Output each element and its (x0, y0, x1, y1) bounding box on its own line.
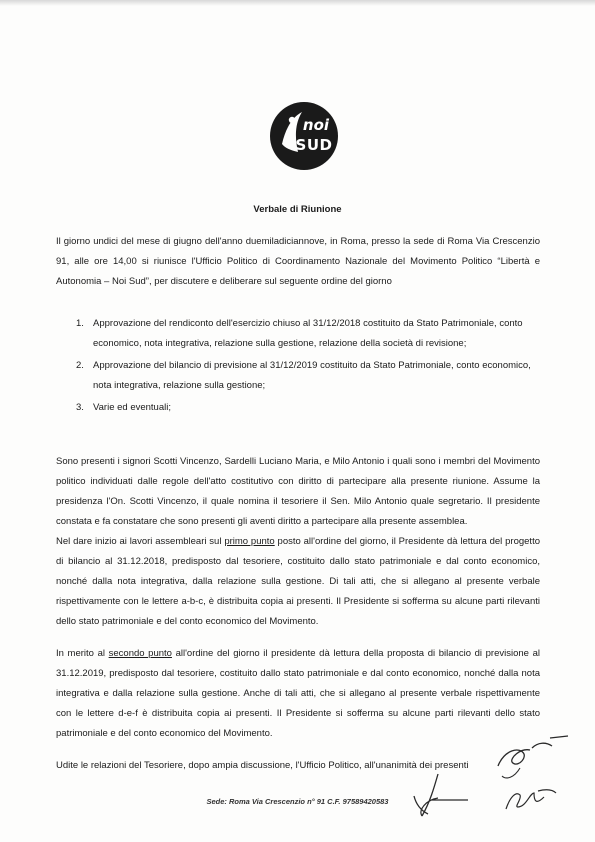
second-point-text-start: In merito al (56, 648, 109, 659)
noi-sud-logo (268, 100, 340, 172)
first-point-underlined: primo punto (224, 536, 275, 547)
logo-text-noi: noi (302, 116, 330, 134)
agenda-item-text: Approvazione del rendiconto dell'esercizio chiuso al 31/12/2018 costituito da Stato Patrimoniale, conto economico, nota integrativa, relazione sulla gestione, relazione della società di revisione; (93, 318, 523, 349)
agenda-item (56, 398, 540, 418)
signature-initials-top (490, 728, 580, 788)
second-point-underlined: secondo punto (108, 648, 172, 659)
agenda-item-number: 3. (76, 402, 84, 413)
closing-paragraph: Udite le relazioni del Tesoriere, dopo ampia discussione, l'Ufficio Politico, all'unanimità dei presenti (56, 760, 469, 771)
agenda-item-number: 2. (76, 360, 84, 371)
first-point-text-end: posto all'ordine del giorno, il Presidente dà lettura del progetto di bilancio al 31.12.2018, predisposto dal tesoriere, costituito dallo stato patrimoniale e dal conto economico, nonché dalla nota integrativa, dalla relazione sulla gestione. Di tali atti, che si allegano al presente verbale rispettivamente con le lettere a-b-c, è distribuita copia ai presenti. Il Presidente si sofferma su alcune parti rilevanti dello stato patrimoniale e del conto economico del Movimento. (56, 536, 540, 627)
scan-edge-shadow (0, 0, 595, 6)
attendees-paragraph: Sono presenti i signori Scotti Vincenzo, Sardelli Luciano Maria, e Milo Antonio i quali sono i membri del Movimento politico individuati dalle regole dell'atto costitutivo con diritto di partecipare alla presente riunione. Assume la presidenza l'On. Scotti Vincenzo, il quale nomina il tesoriere il Sen. Milo Antonio quale segretario. Il presidente constata e fa constatare che sono presenti gli aventi diritto a partecipare alla presente assemblea. (56, 456, 540, 527)
agenda-item-text: Approvazione del bilancio di previsione al 31/12/2019 costituito da Stato Patrimoniale, conto economico, nota integrativa, relazione sulla gestione; (93, 360, 531, 391)
agenda-item-number: 1. (76, 318, 84, 329)
agenda-item-text: Varie ed eventuali; (93, 402, 171, 413)
agenda-item (56, 314, 540, 354)
first-point-text-start: Nel dare inizio ai lavori assembleari sul (56, 536, 225, 547)
footer-address: Sede: Roma Via Crescenzio n° 91 C.F. 97589420583 (206, 797, 389, 806)
agenda-item (56, 356, 540, 396)
first-point-paragraph (56, 532, 540, 632)
second-point-text-end: all'ordine del giorno il presidente dà lettura della proposta di bilancio di previsione al 31.12.2019, predisposto dal tesoriere, costituito dallo stato patrimoniale e dal conto economico, nonché dalla nota integrativa e dalla relazione sulla gestione. Anche di tali atti, che si allegano al presente verbale rispettivamente con le lettere d-e-f è distribuita copia ai presenti. Il Presidente si sofferma su alcune parti rilevanti dello stato patrimoniale e del conto economico del Movimento. (56, 648, 540, 739)
logo-text-sud: SUD (295, 136, 333, 154)
second-point-paragraph (56, 644, 540, 744)
signature-president (408, 770, 478, 822)
document-title: Verbale di Riunione (253, 204, 342, 215)
agenda-list (56, 314, 540, 420)
intro-paragraph: Il giorno undici del mese di giugno dell'anno duemiladiciannove, in Roma, presso la sede di Roma Via Crescenzio 91, alle ore 14,00 si riunisce l'Ufficio Politico di Coordinamento Nazionale del Movimento Politico “Libertà e Autonomia – Noi Sud”, per discutere e deliberare sul seguente ordine del giorno (56, 236, 540, 287)
